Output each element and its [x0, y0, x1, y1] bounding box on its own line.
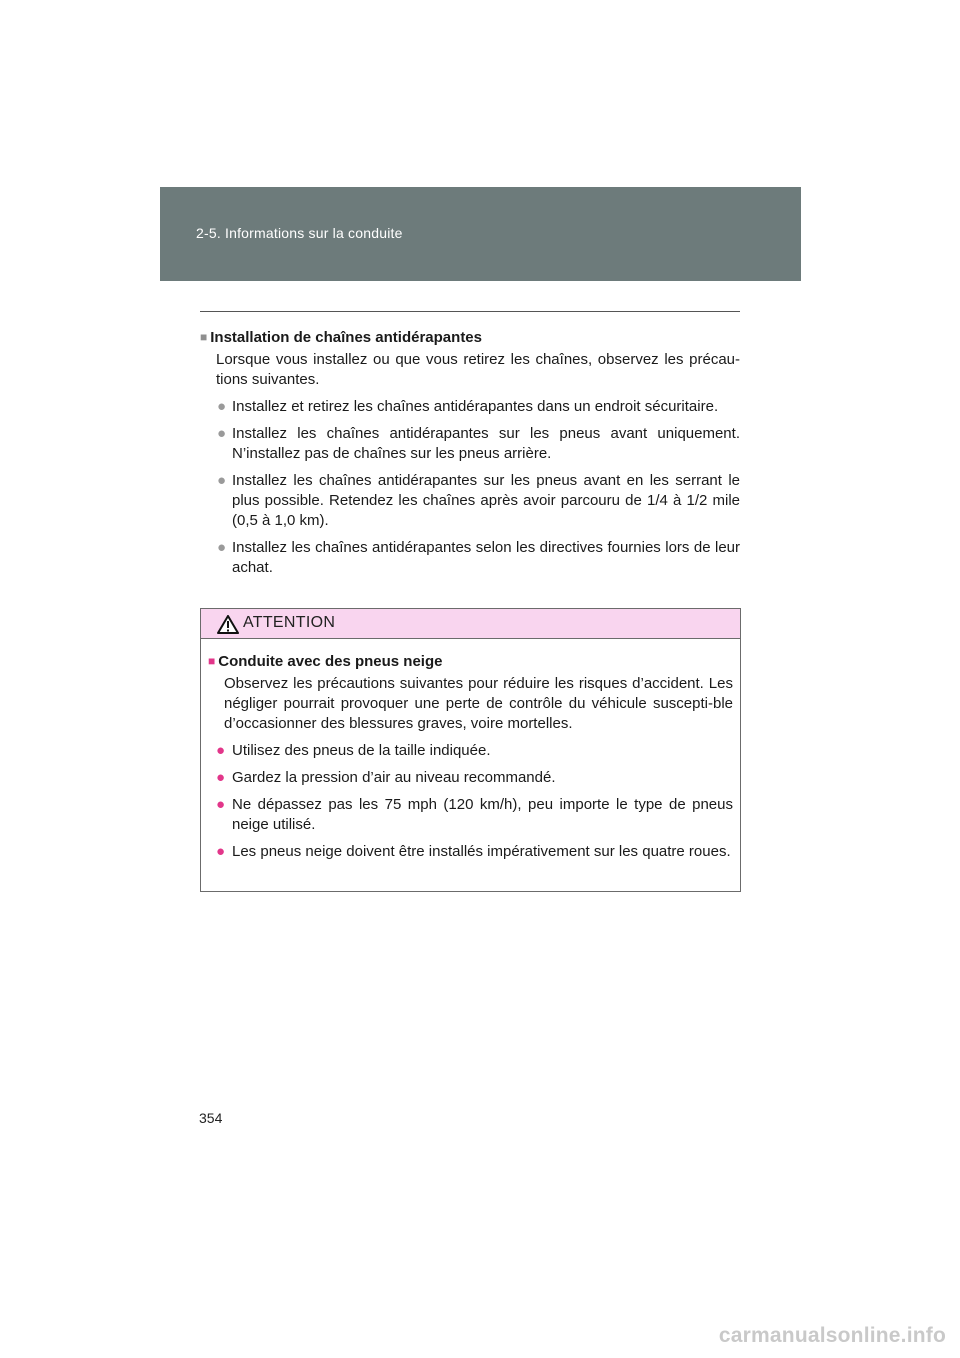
caution-header: [201, 609, 740, 639]
circle-bullet-icon: ●: [216, 796, 226, 813]
header-band: [160, 187, 801, 281]
warning-triangle-icon: [217, 615, 239, 634]
circle-bullet-icon: ●: [217, 539, 227, 556]
list-item-text: Installez et retirez les chaînes antidérapantes dans un endroit sécuritaire.: [232, 398, 719, 415]
list-item: [208, 842, 733, 862]
list-item-text: Utilisez des pneus de la taille indiquée.: [232, 742, 491, 759]
chapter-title: 2-5. Informations sur la conduite: [196, 225, 403, 241]
list-item: [200, 538, 740, 578]
tire-chains-section: [200, 328, 740, 585]
list-item-text: Installez les chaînes antidérapantes sur les pneus avant en les serrant le plus possible. Retendez les chaînes après avoir parcouru de 1/4 à 1/2 mile (0,5 à 1,0 km).: [232, 472, 740, 529]
caution-intro: Observez les précautions suivantes pour réduire les risques d’accident. Les négliger pourrait provoquer une perte de contrôle du véhicule suscepti-ble d’occasionner des blessures graves, voire mortelles.: [224, 675, 733, 732]
circle-bullet-icon: ●: [216, 843, 226, 860]
list-item-text: Ne dépassez pas les 75 mph (120 km/h), peu importe le type de pneus neige utilisé.: [232, 796, 733, 833]
list-item-text: Les pneus neige doivent être installés impérativement sur les quatre roues.: [232, 843, 731, 860]
list-item-text: Installez les chaînes antidérapantes sur les pneus avant uniquement. N’installez pas de chaînes sur les pneus arrière.: [232, 425, 740, 462]
circle-bullet-icon: ●: [217, 425, 227, 442]
list-item: [208, 741, 733, 761]
square-bullet-icon: ■: [200, 330, 208, 344]
list-item-text: Gardez la pression d’air au niveau recommandé.: [232, 769, 556, 786]
divider: [200, 311, 740, 312]
list-item: [200, 397, 740, 417]
caution-box: [200, 608, 741, 892]
section-intro: Lorsque vous installez ou que vous retirez les chaînes, observez les précau-tions suivantes.: [216, 351, 740, 388]
caution-heading-text: Conduite avec des pneus neige: [218, 653, 443, 670]
square-bullet-icon: ■: [208, 654, 216, 668]
watermark: carmanualsonline.info: [718, 1324, 946, 1347]
list-item: [200, 471, 740, 531]
section-heading-text: Installation de chaînes antidérapantes: [210, 329, 482, 346]
section-heading: [200, 328, 740, 348]
list-item-text: Installez les chaînes antidérapantes selon les directives fournies lors de leur achat.: [232, 539, 740, 576]
caution-heading: [208, 652, 733, 672]
caution-label: ATTENTION: [243, 614, 336, 631]
circle-bullet-icon: ●: [216, 742, 226, 759]
list-item: [208, 795, 733, 835]
circle-bullet-icon: ●: [216, 769, 226, 786]
caution-body: [201, 639, 740, 862]
circle-bullet-icon: ●: [217, 398, 227, 415]
circle-bullet-icon: ●: [217, 472, 227, 489]
list-item: [208, 768, 733, 788]
list-item: [200, 424, 740, 464]
page-number: 354: [199, 1110, 223, 1126]
